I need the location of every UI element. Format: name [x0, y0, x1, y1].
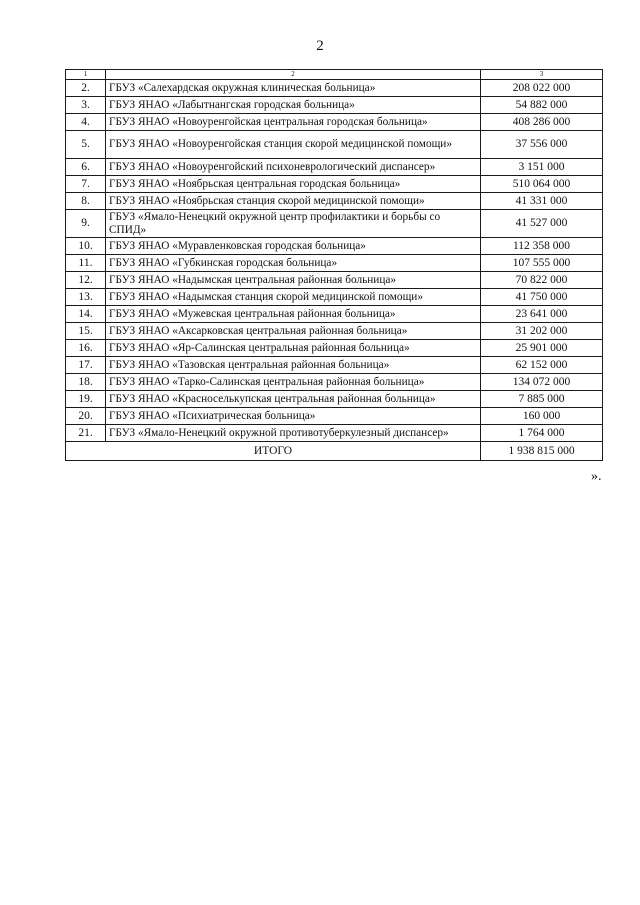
allocation-amount: 160 000 [481, 408, 603, 425]
institution-name: ГБУЗ ЯНАО «Ноябрьская станция скорой медицинской помощи» [106, 193, 481, 210]
row-number: 14. [66, 306, 106, 323]
institution-name: ГБУЗ «Ямало-Ненецкий окружной противотуберкулезный диспансер» [106, 425, 481, 442]
row-number: 12. [66, 272, 106, 289]
institution-name: ГБУЗ ЯНАО «Губкинская городская больница» [106, 255, 481, 272]
allocation-amount: 62 152 000 [481, 357, 603, 374]
table-row [66, 340, 603, 357]
allocation-amount: 31 202 000 [481, 323, 603, 340]
allocation-amount: 41 750 000 [481, 289, 603, 306]
institution-name: ГБУЗ ЯНАО «Новоуренгойский психоневрологический диспансер» [106, 159, 481, 176]
row-number: 18. [66, 374, 106, 391]
table-row [66, 193, 603, 210]
table-row [66, 289, 603, 306]
row-number: 13. [66, 289, 106, 306]
table-row [66, 80, 603, 97]
allocation-amount: 70 822 000 [481, 272, 603, 289]
page-number: 2 [316, 38, 324, 54]
allocation-amount: 37 556 000 [481, 131, 603, 159]
table-header-row [66, 70, 603, 80]
allocation-amount: 510 064 000 [481, 176, 603, 193]
allocation-table [65, 69, 603, 461]
header-col-2: 2 [106, 70, 481, 80]
table-row [66, 272, 603, 289]
institution-name: ГБУЗ ЯНАО «Аксарковская центральная районная больница» [106, 323, 481, 340]
institution-name: ГБУЗ ЯНАО «Тазовская центральная районная больница» [106, 357, 481, 374]
institution-name: ГБУЗ ЯНАО «Надымская станция скорой медицинской помощи» [106, 289, 481, 306]
table-row [66, 210, 603, 238]
institution-name: ГБУЗ ЯНАО «Тарко-Салинская центральная районная больница» [106, 374, 481, 391]
institution-name: ГБУЗ ЯНАО «Новоуренгойская станция скорой медицинской помощи» [106, 131, 481, 159]
institution-name: ГБУЗ ЯНАО «Надымская центральная районная больница» [106, 272, 481, 289]
row-number: 3. [66, 97, 106, 114]
closing-quote-mark: ». [591, 469, 602, 484]
row-number: 16. [66, 340, 106, 357]
institution-name: ГБУЗ ЯНАО «Лабытнангская городская больница» [106, 97, 481, 114]
row-number: 2. [66, 80, 106, 97]
institution-name: ГБУЗ «Салехардская окружная клиническая больница» [106, 80, 481, 97]
header-col-1: 1 [66, 70, 106, 80]
institution-name: ГБУЗ ЯНАО «Яр-Салинская центральная районная больница» [106, 340, 481, 357]
row-number: 7. [66, 176, 106, 193]
table-row [66, 425, 603, 442]
row-number: 19. [66, 391, 106, 408]
allocation-amount: 41 527 000 [481, 210, 603, 238]
allocation-amount: 208 022 000 [481, 80, 603, 97]
header-col-3: 3 [481, 70, 603, 80]
row-number: 6. [66, 159, 106, 176]
row-number: 11. [66, 255, 106, 272]
institution-name: ГБУЗ ЯНАО «Мужевская центральная районная больница» [106, 306, 481, 323]
table-row [66, 255, 603, 272]
allocation-amount: 112 358 000 [481, 238, 603, 255]
row-number: 21. [66, 425, 106, 442]
row-number: 4. [66, 114, 106, 131]
total-amount: 1 938 815 000 [481, 442, 603, 461]
allocation-amount: 41 331 000 [481, 193, 603, 210]
institution-name: ГБУЗ ЯНАО «Психиатрическая больница» [106, 408, 481, 425]
institution-name: ГБУЗ «Ямало-Ненецкий окружной центр профилактики и борьбы со СПИД» [106, 210, 481, 238]
row-number: 9. [66, 210, 106, 238]
allocation-amount: 23 641 000 [481, 306, 603, 323]
total-label: ИТОГО [66, 442, 481, 461]
table-row [66, 323, 603, 340]
total-row [66, 442, 603, 461]
allocation-amount: 134 072 000 [481, 374, 603, 391]
table-row [66, 306, 603, 323]
row-number: 8. [66, 193, 106, 210]
table-row [66, 176, 603, 193]
table-row [66, 97, 603, 114]
table-row [66, 408, 603, 425]
institution-name: ГБУЗ ЯНАО «Ноябрьская центральная городская больница» [106, 176, 481, 193]
table-row [66, 374, 603, 391]
table-row [66, 131, 603, 159]
row-number: 20. [66, 408, 106, 425]
allocation-amount: 7 885 000 [481, 391, 603, 408]
table-row [66, 238, 603, 255]
allocation-amount: 1 764 000 [481, 425, 603, 442]
row-number: 10. [66, 238, 106, 255]
institution-name: ГБУЗ ЯНАО «Красноселькупская центральная районная больница» [106, 391, 481, 408]
table-row [66, 159, 603, 176]
allocation-amount: 408 286 000 [481, 114, 603, 131]
table-row [66, 391, 603, 408]
institution-name: ГБУЗ ЯНАО «Новоуренгойская центральная городская больница» [106, 114, 481, 131]
institution-name: ГБУЗ ЯНАО «Муравленковская городская больница» [106, 238, 481, 255]
row-number: 17. [66, 357, 106, 374]
allocation-amount: 25 901 000 [481, 340, 603, 357]
row-number: 5. [66, 131, 106, 159]
table-body [66, 70, 603, 461]
table-row [66, 357, 603, 374]
allocation-amount: 107 555 000 [481, 255, 603, 272]
table-row [66, 114, 603, 131]
allocation-amount: 3 151 000 [481, 159, 603, 176]
allocation-amount: 54 882 000 [481, 97, 603, 114]
row-number: 15. [66, 323, 106, 340]
